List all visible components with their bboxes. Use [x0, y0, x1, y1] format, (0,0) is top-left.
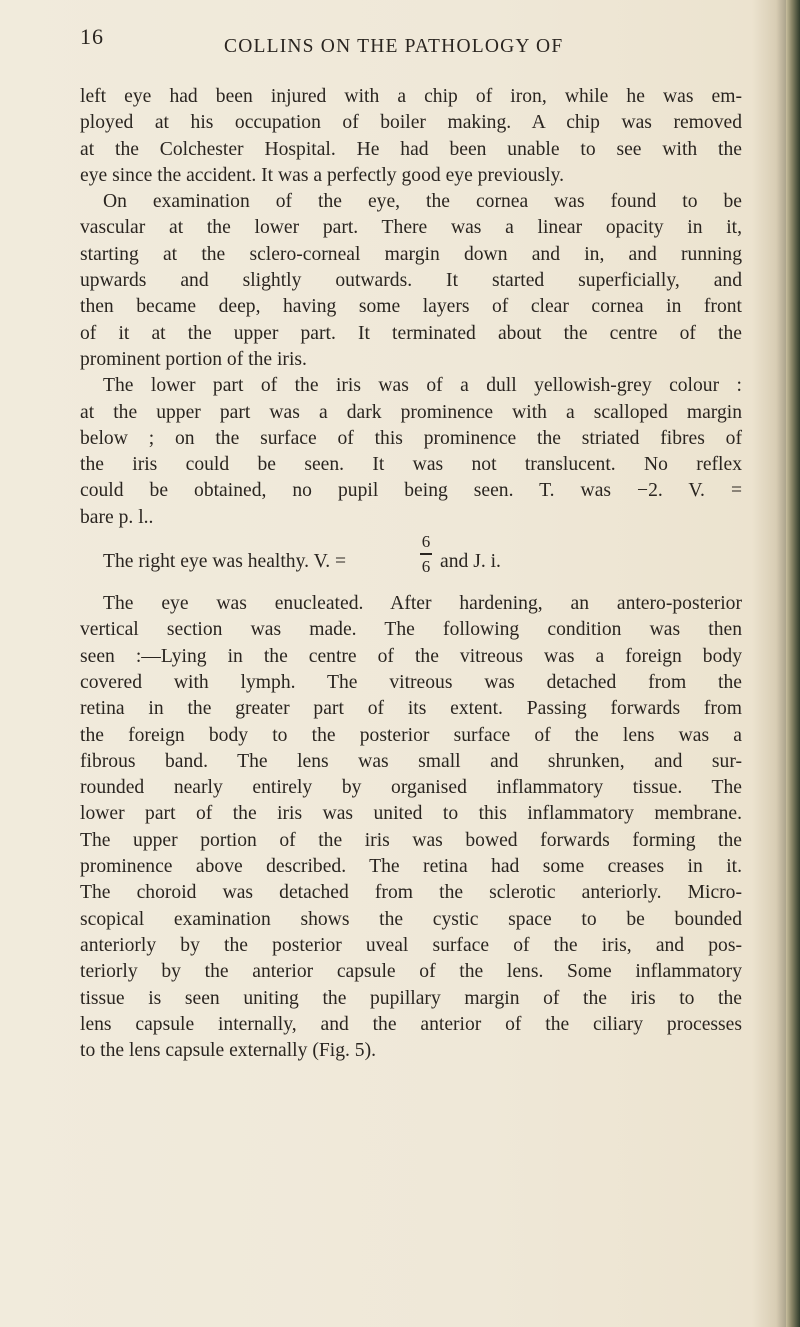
text-line: retina in the greater part of its extent. Passing forwards from: [80, 698, 742, 720]
fraction-numerator: 6: [421, 532, 431, 552]
text-line: prominence above described. The retina had some creases in it.: [80, 856, 742, 878]
text-line: the foreign body to the posterior surface of the lens was a: [80, 724, 742, 746]
text-line: scopical examination shows the cystic space to be bounded: [80, 908, 742, 930]
text-line: at the Colchester Hospital. He had been unable to see with the: [80, 138, 742, 160]
right-eye-text: The right eye was healthy. V. =: [103, 551, 347, 573]
text-line: upwards and slightly outwards. It started superficially, and: [80, 270, 742, 292]
text-line: anteriorly by the posterior uveal surface of the iris, and pos-: [80, 934, 742, 956]
text-line: the iris could be seen. It was not translucent. No reflex: [80, 454, 742, 476]
text-line: tissue is seen uniting the pupillary margin of the iris to the: [80, 987, 742, 1009]
text-line: vascular at the lower part. There was a linear opacity in it,: [80, 217, 742, 239]
text-line: lower part of the iris was united to this inflammatory membrane.: [80, 803, 742, 825]
text-line: starting at the sclero-corneal margin down and in, and running: [80, 243, 742, 265]
text-line: The eye was enucleated. After hardening, an antero-posterior: [103, 593, 742, 615]
right-eye-text-end: and J. i.: [440, 551, 501, 573]
paragraph-enucleation: [80, 591, 742, 1064]
text-line: rounded nearly entirely by organised inflammatory tissue. The: [80, 777, 742, 799]
text-line: at the upper part was a dark prominence with a scalloped margin: [80, 401, 742, 423]
text-line: bare p. l..: [80, 506, 154, 528]
text-line: On examination of the eye, the cornea was found to be: [103, 191, 742, 213]
text-line: could be obtained, no pupil being seen. T. was −2. V. =: [80, 480, 742, 502]
text-line: The lower part of the iris was of a dull yellowish-grey colour :: [103, 375, 742, 397]
paragraph-examination: [80, 189, 742, 373]
fraction-denominator: 6: [421, 556, 431, 576]
body-text: [80, 84, 742, 1064]
text-line: below ; on the surface of this prominence the striated fibres of: [80, 427, 742, 449]
fraction-bar: [420, 553, 432, 555]
text-line: fibrous band. The lens was small and shrunken, and sur-: [80, 750, 742, 772]
text-line: of it at the upper part. It terminated about the centre of the: [80, 322, 742, 344]
paragraph-iris: [80, 373, 742, 531]
page-header: [80, 24, 742, 64]
paragraph-right-eye: [80, 531, 742, 591]
text-line: vertical section was made. The following condition was then: [80, 619, 742, 641]
text-line: left eye had been injured with a chip of iron, while he was em-: [80, 86, 742, 107]
text-line: covered with lymph. The vitreous was detached from the: [80, 671, 742, 693]
text-line: The upper portion of the iris was bowed forwards forming the: [80, 829, 742, 851]
text-line: prominent portion of the iris.: [80, 348, 307, 370]
text-line: lens capsule internally, and the anterior of the ciliary processes: [80, 1013, 742, 1035]
text-line: eye since the accident. It was a perfectly good eye previously.: [80, 164, 565, 186]
running-title: COLLINS ON THE PATHOLOGY OF: [224, 36, 564, 57]
paragraph-history: [80, 84, 742, 189]
text-line: The choroid was detached from the sclerotic anteriorly. Micro-: [80, 882, 742, 904]
visual-acuity-fraction: [419, 533, 433, 575]
page-binding-edge: [786, 0, 800, 1327]
text-line: ployed at his occupation of boiler making. A chip was removed: [80, 112, 742, 134]
text-line: teriorly by the anterior capsule of the lens. Some inflammatory: [80, 961, 742, 983]
text-line: then became deep, having some layers of clear cornea in front: [80, 296, 742, 318]
text-line: seen :—Lying in the centre of the vitreous was a foreign body: [80, 645, 742, 667]
page-number: 16: [80, 24, 104, 49]
text-line: to the lens capsule externally (Fig. 5).: [80, 1040, 377, 1062]
